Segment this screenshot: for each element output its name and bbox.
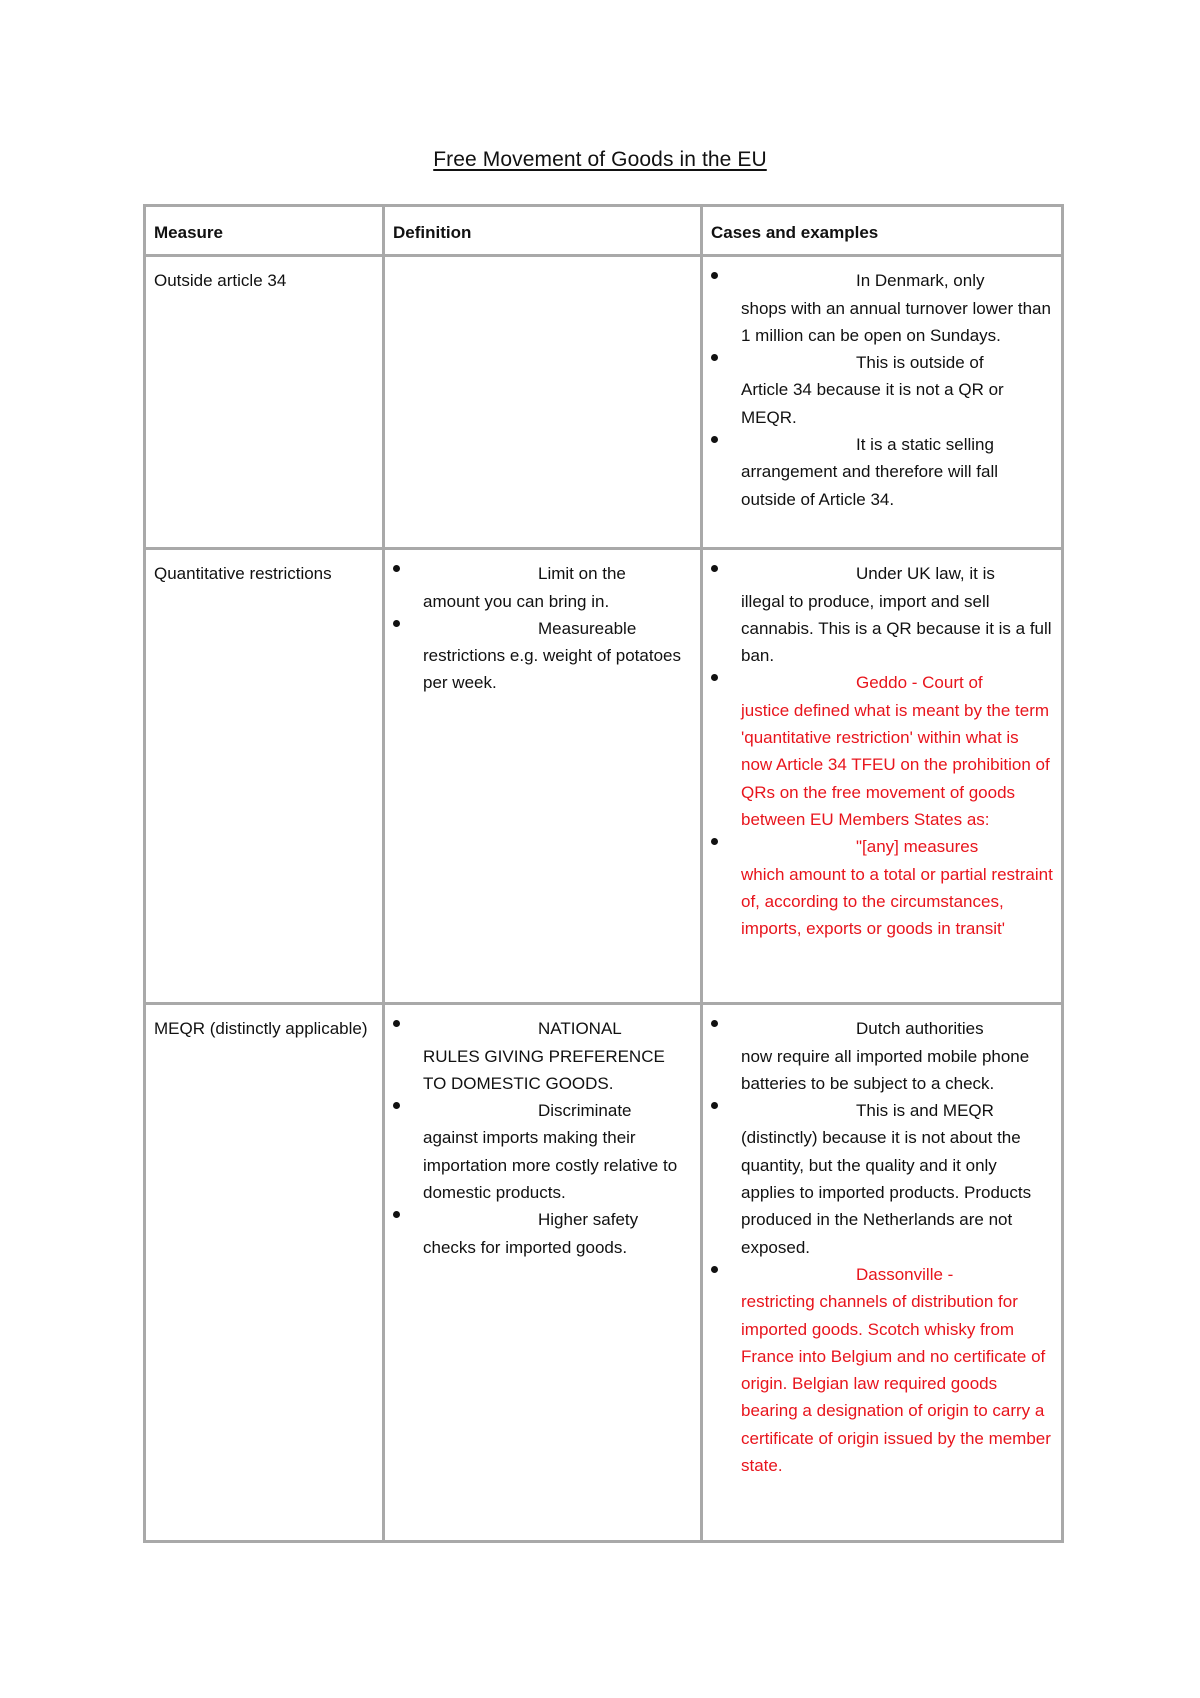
bullet-item [711,669,1053,833]
bullet-item [711,1097,1053,1261]
bullet-lead-text: Dutch authorities [856,1019,984,1039]
header-cases: Cases and examples [702,206,1063,256]
definition-bullet-list [393,560,692,696]
bullet-item [711,267,1053,349]
cases-cell [702,549,1063,1004]
bullet-item [393,615,692,697]
bullet-body-text: illegal to produce, import and sell cannabis. This is a QR because it is a full ban. [741,591,1052,666]
bullet-body-text: against imports making their importation more costly relative to domestic products. [423,1128,678,1203]
header-measure: Measure [145,206,384,256]
table-header-row [145,206,1063,256]
bullet-lead-text: Higher safety [538,1210,639,1230]
table-row [145,549,1063,1004]
bullet-body-text: (distinctly) because it is not about the quantity, but the quality and it only applies to imported products. Products produced in the Netherlands are not exposed. [741,1128,1032,1257]
bullet-body-text: Article 34 because it is not a QR or MEQR. [741,380,1004,427]
bullet-body-text: justice defined what is meant by the term 'quantitative restriction' within what is now Article 34 TFEU on the prohibition of QRs on the free movement of goods between EU Members States as: [741,700,1050,829]
bullet-body-text: restricting channels of distribution for imported goods. Scotch whisky from France into Belgium and no certificate of origin. Belgian law required goods bearing a designation of origin to carry a certificate of origin issued by the member state. [741,1292,1051,1476]
table-body [145,256,1063,1542]
bullet-lead-text: This is and MEQR [856,1101,994,1121]
bullet-lead-text: Limit on the [538,564,626,584]
definition-cell [384,256,702,549]
bullet-body-text: RULES GIVING PREFERENCE TO DOMESTIC GOODS. [423,1046,665,1093]
bullet-item [393,1015,692,1097]
bullet-lead-text: NATIONAL [538,1019,622,1039]
bullet-item [393,1206,692,1261]
bullet-lead-text: Measureable [538,618,637,638]
bullet-lead-text: Discriminate [538,1101,632,1121]
goods-table [143,204,1064,1543]
bullet-lead-text: In Denmark, only [856,271,985,291]
cases-bullet-list [711,267,1053,513]
measure-cell: Quantitative restrictions [145,549,384,1004]
bullet-item [711,1015,1053,1097]
bullet-item [711,1261,1053,1479]
bullet-body-text: now require all imported mobile phone batteries to be subject to a check. [741,1046,1030,1093]
cases-bullet-list [711,560,1053,942]
bullet-body-text: restrictions e.g. weight of potatoes per week. [423,646,681,693]
bullet-lead-text: "[any] measures [856,837,979,857]
bullet-item [393,560,692,615]
header-definition: Definition [384,206,702,256]
definition-bullet-list [393,1015,692,1261]
bullet-body-text: checks for imported goods. [423,1237,628,1257]
cases-cell [702,256,1063,549]
bullet-item [393,1097,692,1206]
table-row [145,1004,1063,1542]
bullet-lead-text: Geddo - Court of [856,673,983,693]
bullet-item [711,431,1053,513]
bullet-lead-text: It is a static selling [856,435,994,455]
bullet-body-text: amount you can bring in. [423,591,610,611]
bullet-lead-text: Dassonville - [856,1264,954,1284]
bullet-item [711,560,1053,669]
bullet-body-text: arrangement and therefore will fall outside of Article 34. [741,462,999,509]
page-title: Free Movement of Goods in the EU [433,148,767,171]
definition-cell [384,1004,702,1542]
cases-cell [702,1004,1063,1542]
bullet-item [711,349,1053,431]
measure-cell: MEQR (distinctly applicable) [145,1004,384,1542]
bullet-lead-text: Under UK law, it is [856,564,995,584]
table-row [145,256,1063,549]
cases-bullet-list [711,1015,1053,1479]
bullet-body-text: shops with an annual turnover lower than 1 million can be open on Sundays. [741,298,1051,345]
definition-cell [384,549,702,1004]
bullet-lead-text: This is outside of [856,353,984,373]
bullet-item [711,833,1053,942]
measure-cell: Outside article 34 [145,256,384,549]
bullet-body-text: which amount to a total or partial restraint of, according to the circumstances, imports, exports or goods in transit' [741,864,1053,939]
